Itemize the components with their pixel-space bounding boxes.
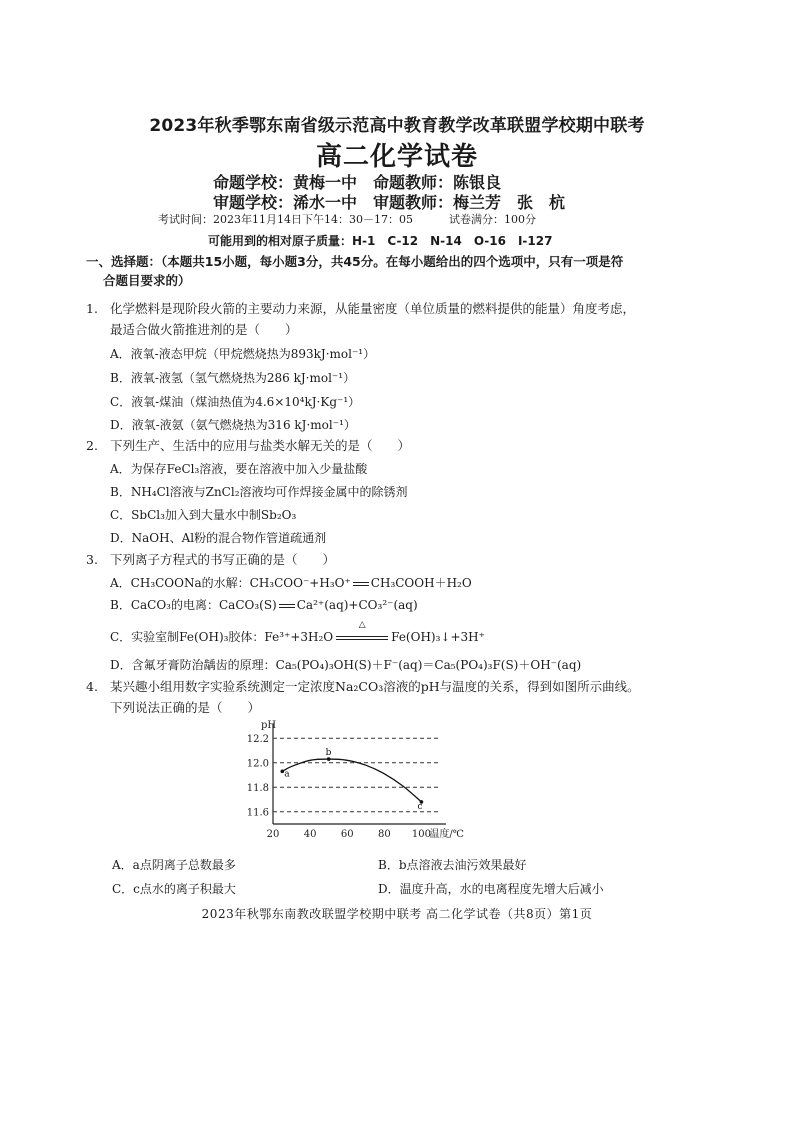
- q4-option-d: D．温度升高，水的电离程度先增大后减小: [378, 882, 604, 896]
- q3-option-c: [110, 620, 485, 645]
- q4-number: 4.: [86, 679, 98, 694]
- point-label-c: c: [417, 801, 423, 812]
- q4-option-b: B．b点溶液去油污效果最好: [378, 858, 527, 872]
- reviewer-school: 浠水一中: [293, 193, 358, 212]
- x-axis-label: 温度/℃: [429, 829, 465, 840]
- q1-number: 1.: [86, 301, 98, 316]
- exam-time: 考试时间：2023年11月14日下午14：30－17：05: [158, 213, 413, 226]
- point-label-b: b: [325, 748, 332, 759]
- q3-b-left: B．CaCO₃的电离：CaCO₃(S): [110, 598, 277, 612]
- q3-a-left: A．CH₃COONa的水解：CH₃COO⁻+H₃O⁺: [110, 576, 351, 590]
- y-axis-label: pH: [261, 720, 277, 731]
- exam-title: 2023年秋季鄂东南省级示范高中教育教学改革联盟学校期中联考: [149, 116, 645, 136]
- equals-sign: [279, 604, 295, 608]
- q1-line2: 最适合做火箭推进剂的是（ ）: [110, 322, 298, 337]
- ph-curve: [282, 759, 421, 802]
- q4-option-a: A．a点阴离子总数最多: [112, 858, 236, 872]
- x-tick-label: 20: [266, 829, 280, 840]
- q2-line: [86, 436, 410, 454]
- x-tick-label: 100: [411, 829, 431, 840]
- q2-option-d: D．NaOH、Al粉的混合物作管道疏通剂: [110, 531, 327, 545]
- q4-line2: 下列说法正确的是（ ）: [110, 700, 261, 715]
- ph-temperature-graph: [240, 720, 480, 840]
- page-footer: 2023年秋鄂东南教改联盟学校期中联考 高二化学试卷（共8页）第1页: [201, 907, 593, 921]
- setter-teacher: 陈银良: [453, 173, 502, 192]
- point-label-a: a: [284, 769, 290, 780]
- q1-option-c: C．液氧-煤油（煤油热值为4.6×10⁴kJ·Kg⁻¹）: [110, 395, 361, 409]
- q2-option-c: C．SbCl₃加入到大量水中制Sb₂O₃: [110, 508, 297, 522]
- exam-info: [158, 211, 536, 227]
- y-tick-label: 12.2: [246, 733, 269, 745]
- q4-line1: [86, 677, 640, 695]
- y-tick-label: 11.6: [246, 807, 269, 819]
- q3-option-d: D．含氟牙膏防治龋齿的原理：Ca₅(PO₄)₃OH(S)＋F⁻(aq)＝Ca₅(PO₄)₃F(S)＋OH⁻(aq): [110, 658, 582, 672]
- q2-option-b: B．NH₄Cl溶液与ZnCl₂溶液均可作焊接金属中的除锈剂: [110, 485, 408, 499]
- q3-option-a: [110, 574, 472, 591]
- q1-option-d: D．液氧-液氨（氨气燃烧热为316 kJ·mol⁻¹）: [110, 418, 356, 432]
- x-tick-label: 80: [377, 829, 391, 840]
- setter-school: 黄梅一中: [293, 173, 358, 192]
- y-tick-label: 11.8: [246, 782, 269, 794]
- q2-number: 2.: [86, 438, 98, 453]
- q2-stem: 下列生产、生活中的应用与盐类水解无关的是（ ）: [110, 438, 411, 453]
- setter-school-label: 命题学校：: [213, 173, 294, 192]
- q3-number: 3.: [86, 552, 98, 567]
- q3-stem: 下列离子方程式的书写正确的是（ ）: [110, 552, 336, 567]
- reviewer-teacher-label: 审题教师：: [373, 193, 454, 212]
- q1-option-a: A．液氧-液态甲烷（甲烷燃烧热为893kJ·mol⁻¹）: [110, 347, 376, 361]
- q2-option-a: A．为保存FeCl₃溶液，要在溶液中加入少量盐酸: [110, 462, 368, 476]
- q3-line: [86, 550, 335, 568]
- delta-symbol: △: [358, 620, 366, 630]
- reviewer-teacher: 梅兰芳 张 杭: [453, 193, 566, 212]
- equals-sign: [353, 582, 369, 586]
- q4-option-c: C．c点水的离子积最大: [112, 882, 236, 896]
- y-tick-label: 12.0: [246, 758, 269, 770]
- x-tick-label: 40: [303, 829, 317, 840]
- section-heading-line1: 一、选择题：（本题共15小题，每小题3分，共45分。在每小题给出的四个选项中，只有一项是符: [86, 254, 624, 269]
- heating-equals-sign: [333, 620, 391, 644]
- q3-a-right: CH₃COOH＋H₂O: [370, 576, 472, 590]
- reviewer-line: [213, 190, 565, 213]
- atomic-masses: 可能用到的相对原子质量：H-1 C-12 N-14 O-16 I-127: [208, 234, 553, 248]
- q4-stem: 某兴趣小组用数字实验系统测定一定浓度Na₂CO₃溶液的pH与温度的关系，得到如图所示曲线。: [110, 679, 640, 694]
- q3-b-right: Ca²⁺(aq)+CO₃²⁻(aq): [296, 598, 418, 612]
- section-heading-line2: 合题目要求的）: [103, 273, 191, 288]
- q1-stem: 化学燃料是现阶段火箭的主要动力来源，从能量密度（单位质量的燃料提供的能量）角度考虑，: [110, 301, 636, 316]
- q3-c-right: Fe(OH)₃↓+3H⁺: [391, 630, 485, 644]
- q3-option-b: [110, 596, 418, 613]
- reviewer-school-label: 审题学校：: [213, 193, 294, 212]
- q1-option-b: B．液氧-液氢（氢气燃烧热为286 kJ·mol⁻¹）: [110, 371, 356, 385]
- q1-line1: [86, 299, 635, 317]
- setter-teacher-label: 命题教师：: [373, 173, 454, 192]
- exam-subtitle: 高二化学试卷: [315, 142, 478, 172]
- q3-c-left: C．实验室制Fe(OH)₃胶体：Fe³⁺+3H₂O: [110, 630, 334, 644]
- x-tick-label: 60: [340, 829, 354, 840]
- full-score: 试卷满分：100分: [448, 213, 536, 226]
